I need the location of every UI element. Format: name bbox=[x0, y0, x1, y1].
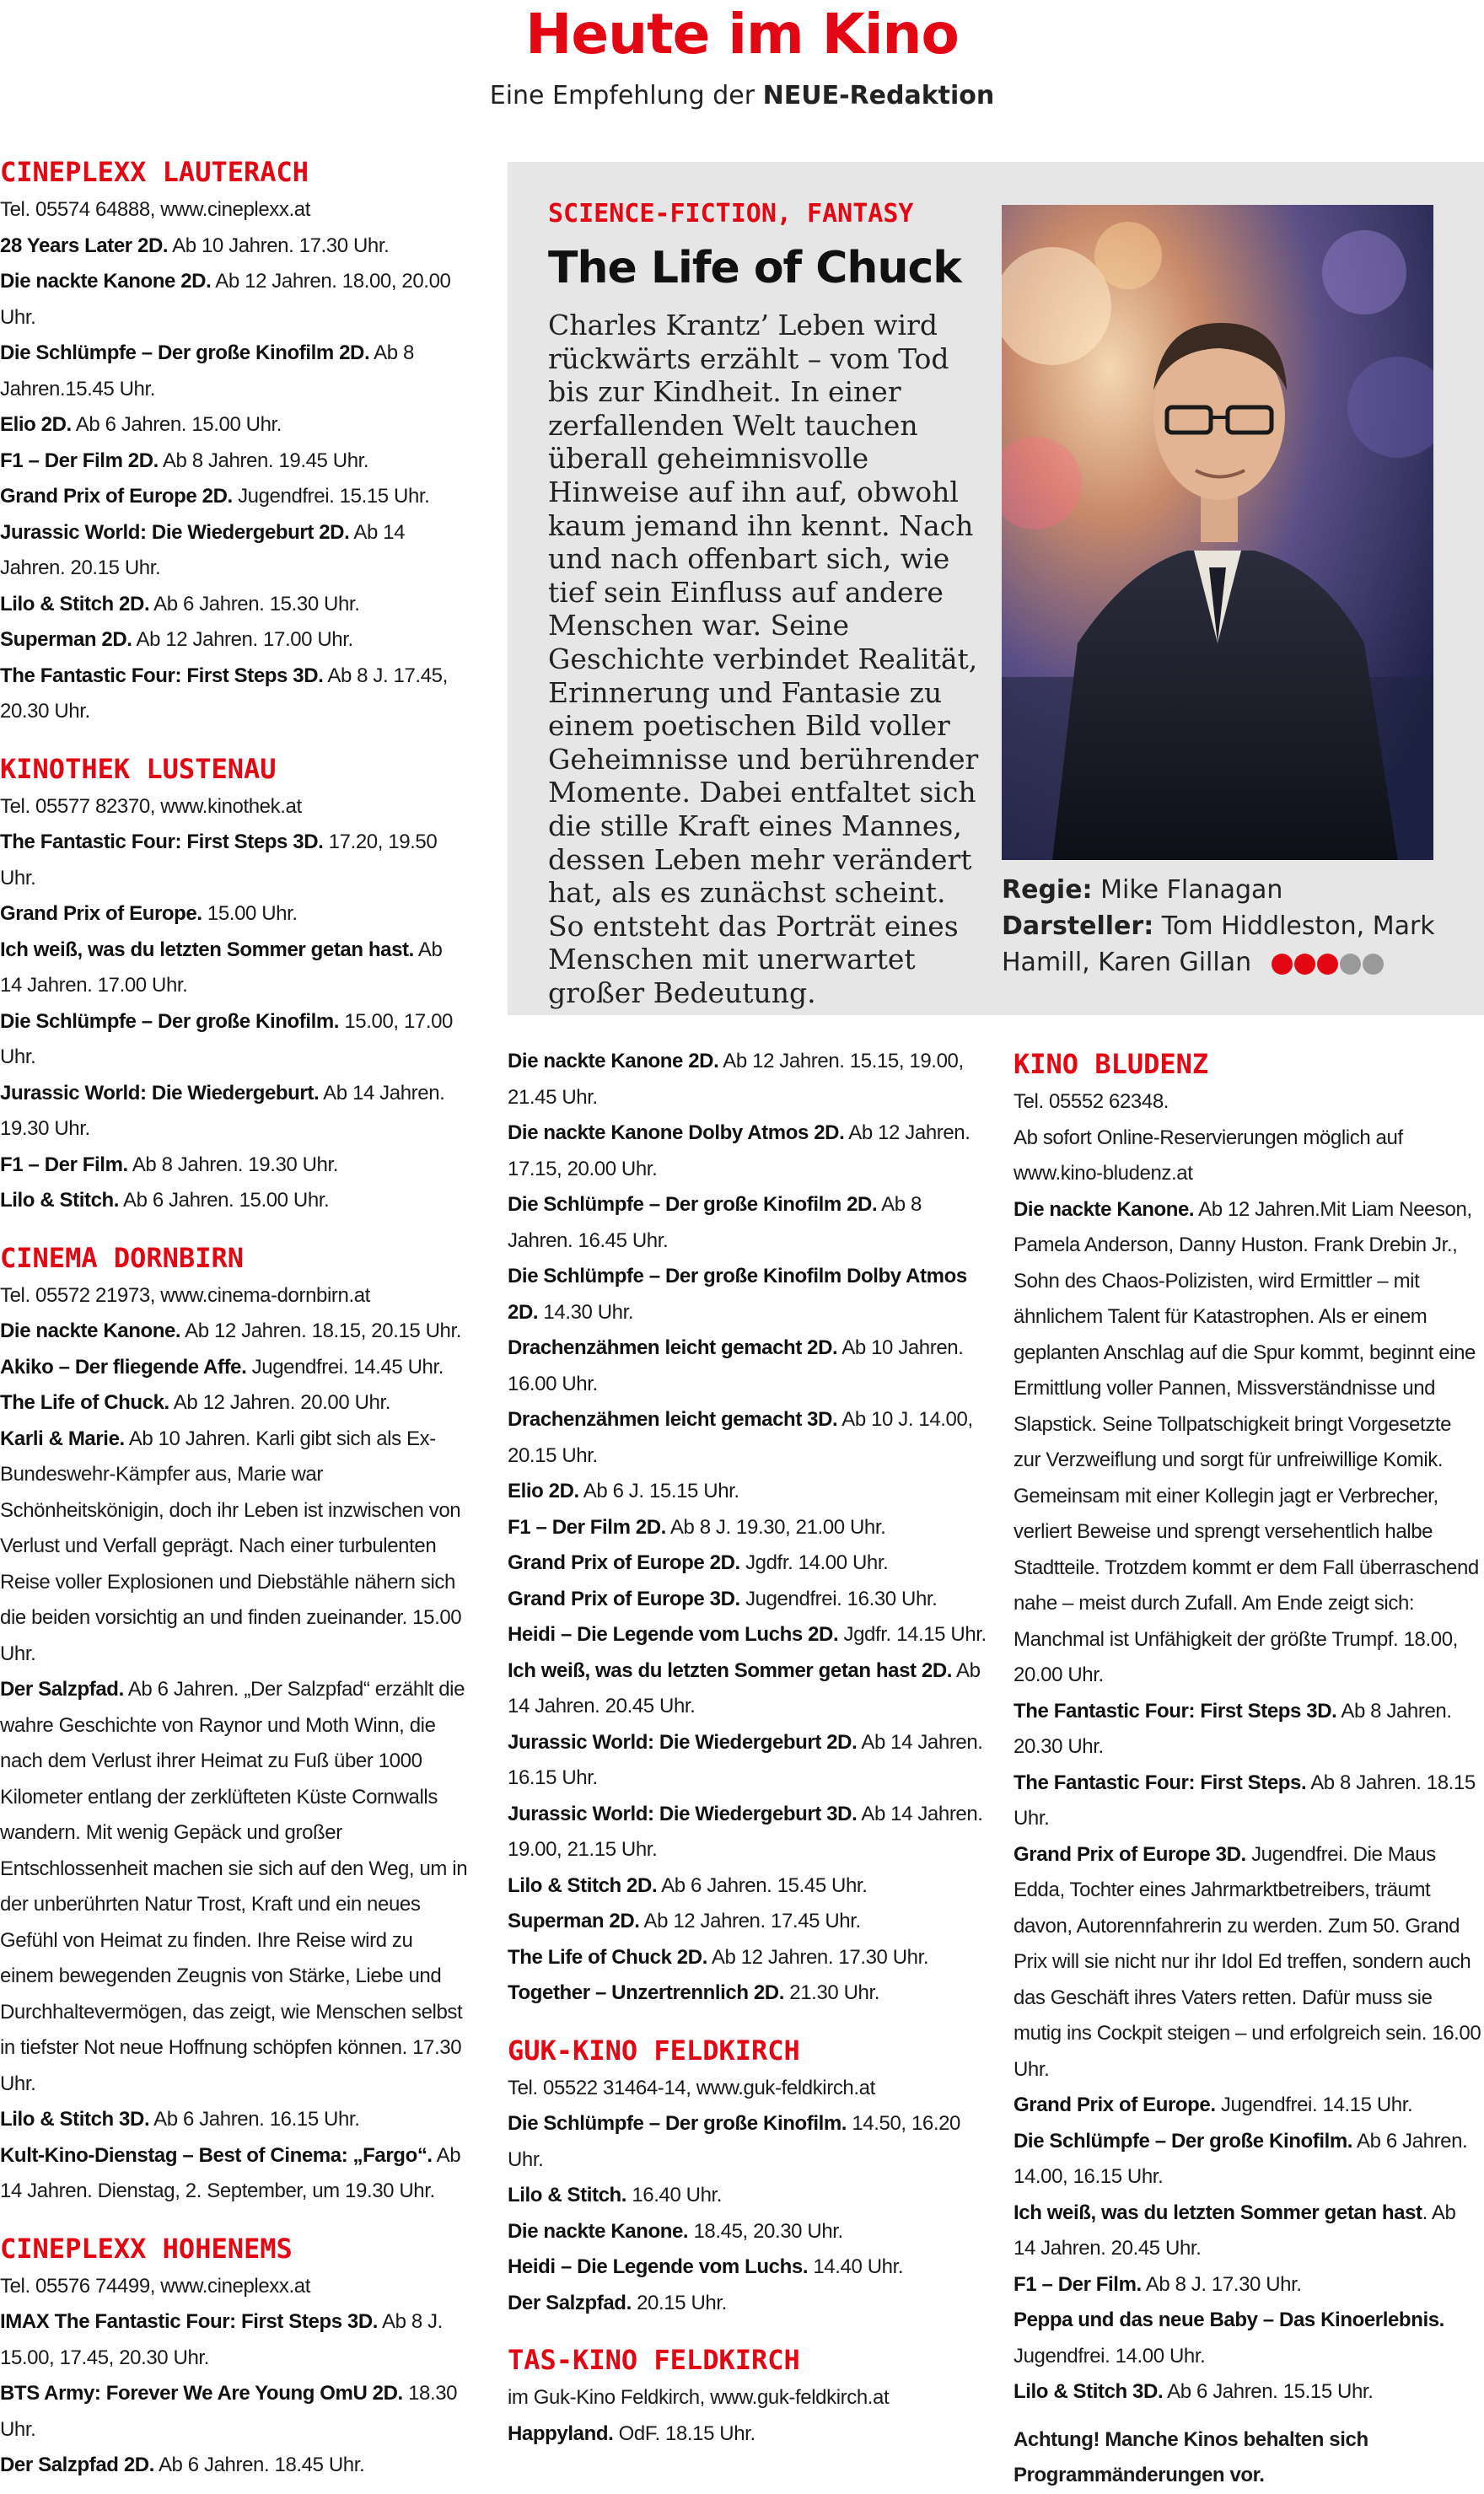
film-listing bbox=[1014, 2267, 1481, 2303]
film-title: Ich weiß, was du letzten Sommer getan hast 2D. bbox=[508, 1658, 953, 1682]
film-title: Die Schlümpfe – Der große Kinofilm. bbox=[508, 2112, 847, 2135]
film-title: Der Salzpfad. bbox=[0, 1678, 124, 1701]
film-listing bbox=[508, 1115, 988, 1187]
cinema-info: im Guk-Kino Feldkirch, www.guk-feldkirch.at bbox=[508, 2386, 890, 2409]
rating-dots bbox=[1272, 945, 1385, 981]
film-details: Ab 10 Jahren. Karli gibt sich als Ex-Bundeswehr-Kämpfer aus, Marie war Schönheitskönigin, doch ihr Leben ist inzwischen von Verlust und Verfall geprägt. Nach einer turbulenten Reise voller Explosionen und Diebstähle nähern sich die beiden vorsichtig an und finden zueinander. 15.00 Uhr. bbox=[0, 1427, 462, 1665]
film-listing bbox=[0, 1004, 468, 1076]
film-listing bbox=[0, 479, 468, 515]
film-listing bbox=[508, 1187, 988, 1259]
film-listing bbox=[0, 1148, 468, 1184]
cast-names: Tom Hiddleston, Mark Hamill, Karen Gillan bbox=[1002, 911, 1435, 977]
film-listing bbox=[0, 1672, 468, 2102]
film-title: Jurassic World: Die Wiedergeburt 2D. bbox=[508, 1730, 858, 1754]
film-title: Elio 2D. bbox=[508, 1480, 579, 1502]
cinema-info: Tel. 05572 21973, www.cinema-dornbirn.at bbox=[0, 1283, 370, 1307]
film-details: Jugendfrei. 14.45 Uhr. bbox=[246, 1355, 444, 1379]
film-listing bbox=[0, 443, 468, 480]
film-title: Grand Prix of Europe. bbox=[0, 902, 202, 925]
film-title: Jurassic World: Die Wiedergeburt 2D. bbox=[0, 520, 350, 544]
film-title: Die Schlümpfe – Der große Kinofilm Dolby Atmos 2D. bbox=[508, 1265, 967, 1324]
film-details: Ab 14 Jahren. Dienstag, 2. September, um 19.30 Uhr. bbox=[0, 2143, 461, 2202]
film-listing bbox=[508, 1904, 988, 1940]
film-details: Jugendfrei. 14.00 Uhr. bbox=[1014, 2344, 1206, 2368]
film-listing bbox=[0, 2138, 468, 2210]
film-title: Die nackte Kanone Dolby Atmos 2D. bbox=[508, 1121, 845, 1144]
film-listing bbox=[1014, 2303, 1481, 2374]
listing-column-right bbox=[1014, 1044, 1481, 2494]
film-title: Jurassic World: Die Wiedergeburt 3D. bbox=[508, 1802, 858, 1825]
film-details: Ab 8 J. 17.45, 20.30 Uhr. bbox=[0, 664, 448, 723]
film-listing bbox=[1014, 1192, 1481, 1694]
film-details: Ab 6 Jahren. 16.15 Uhr. bbox=[149, 2108, 360, 2131]
film-details: Ab 10 J. 14.00, 20.15 Uhr. bbox=[508, 1408, 973, 1467]
film-details: Ab 8 Jahren. 19.45 Uhr. bbox=[158, 449, 369, 472]
film-listing bbox=[508, 2178, 988, 2214]
film-details: 14.40 Uhr. bbox=[808, 2255, 904, 2278]
listing-column-middle bbox=[508, 1044, 988, 2452]
film-details: Ab 14 Jahren. 20.45 Uhr. bbox=[508, 1658, 981, 1717]
film-listing bbox=[508, 1975, 988, 2012]
feature-genre: SCIENCE-FICTION, FANTASY bbox=[548, 199, 914, 228]
film-listing bbox=[1014, 1766, 1481, 1837]
feature-photo bbox=[1002, 205, 1433, 860]
film-details: Jugendfrei. Die Maus Edda, Tochter eines Jahrmarktbetreibers, träumt davon, Autorennfahrerin zu werden. Zum 50. Grand Prix will sie nicht nur ihr Idol Ed treffen, sondern auch das Geschäft ihres Vaters retten. Dafür muss sie mutig ins Cockpit steigen – und erfolgreich sein. 16.00 Uhr. bbox=[1014, 1842, 1481, 2081]
film-details: Ab 14 Jahren. 16.15 Uhr. bbox=[508, 1730, 983, 1789]
film-details: Ab 8 Jahren. 18.15 Uhr. bbox=[1014, 1771, 1476, 1830]
cinema-info: Tel. 05576 74499, www.cineplexx.at bbox=[0, 2274, 310, 2298]
film-listing bbox=[508, 2214, 988, 2250]
film-details: 16.40 Uhr. bbox=[626, 2184, 723, 2206]
rating-dot-empty bbox=[1363, 954, 1384, 975]
film-details: 15.00 Uhr. bbox=[202, 902, 298, 925]
film-title: Der Salzpfad 2D. bbox=[0, 2454, 154, 2476]
film-listing bbox=[1014, 2374, 1481, 2411]
film-title: Grand Prix of Europe 2D. bbox=[0, 485, 233, 508]
rating-dot-filled bbox=[1272, 954, 1293, 975]
film-title: Heidi – Die Legende vom Luchs 2D. bbox=[508, 1623, 839, 1646]
rating-dot-filled bbox=[1317, 954, 1338, 975]
film-details: Ab 8 J. 19.30, 21.00 Uhr. bbox=[665, 1515, 886, 1539]
film-listing bbox=[508, 1474, 988, 1510]
film-title: F1 – Der Film. bbox=[0, 1153, 128, 1176]
cinema-info: Tel. 05574 64888, www.cineplexx.at bbox=[0, 198, 310, 221]
film-details: Ab 12 Jahren.Mit Liam Neeson, Pamela Anderson, Danny Huston. Frank Drebin Jr., Sohn des Chaos-Polizisten, wird Ermittler – mit ähnlichem Talent für Katastrophen. Als er einem geplanten Anschlag auf die Spur kommt, beginnt eine Ermittlung voller Pannen, Missverständnisse und Slapstick. Seine Tollpatschigkeit bringt Vorgesetzte zur Verzweiflung und sorgt für unfreiwillige Komik. Gemeinsam mit einer Kollegin jagt er Verbrecher, verliert Beweise und sprengt versehentlich halbe Stadtteile. Trotzdem kommt er dem Fall überraschend nahe – meist durch Zufall. Am Ende zeigt sich: Manchmal ist Unfähigkeit der größte Trumpf. 18.00, 20.00 Uhr. bbox=[1014, 1197, 1479, 1686]
film-title: Die nackte Kanone 2D. bbox=[508, 1050, 719, 1072]
film-details: Ab 14 Jahren. 20.15 Uhr. bbox=[0, 520, 406, 579]
cinema-name: TAS-KINO FELDKIRCH bbox=[508, 2344, 800, 2376]
film-title: Die nackte Kanone. bbox=[0, 1320, 181, 1342]
film-details: Ab 14 Jahren. 17.00 Uhr. bbox=[0, 938, 443, 997]
page-subtitle bbox=[0, 81, 1484, 110]
film-title: The Fantastic Four: First Steps. bbox=[1014, 1771, 1307, 1794]
film-listing bbox=[508, 1259, 988, 1330]
film-title: Grand Prix of Europe 3D. bbox=[1014, 1842, 1246, 1866]
film-listing bbox=[508, 1044, 988, 1115]
film-details: Ab 14 Jahren. 19.00, 21.15 Uhr. bbox=[508, 1802, 983, 1861]
film-listing bbox=[0, 1183, 468, 1219]
film-listing bbox=[508, 2249, 988, 2286]
cinema-info: Tel. 05522 31464-14, www.guk-feldkirch.at bbox=[508, 2076, 875, 2099]
film-details: Ab 8 Jahren. 20.30 Uhr. bbox=[1014, 1699, 1452, 1758]
listing-column-left bbox=[0, 152, 468, 2484]
film-details: 18.45, 20.30 Uhr. bbox=[688, 2219, 843, 2243]
film-details: Ab 14 Jahren. 19.30 Uhr. bbox=[0, 1081, 445, 1140]
film-listing bbox=[0, 228, 468, 265]
film-listing bbox=[508, 1653, 988, 1725]
cinema-name: CINEMA DORNBIRN bbox=[0, 1241, 244, 1274]
cinema-info: Ab sofort Online-Reservierungen möglich auf www.kino-bludenz.at bbox=[1014, 1126, 1403, 1185]
film-details: Ab 6 Jahren. 15.15 Uhr. bbox=[1163, 2380, 1374, 2403]
film-details: Ab 10 Jahren. 17.30 Uhr. bbox=[168, 234, 390, 257]
film-details: OdF. 18.15 Uhr. bbox=[613, 2421, 755, 2445]
film-listing bbox=[0, 1385, 468, 1422]
film-listing bbox=[0, 1076, 468, 1148]
film-details: Ab 12 Jahren. 18.00, 20.00 Uhr. bbox=[0, 270, 451, 329]
film-details: Ab 6 Jahren. 14.00, 16.15 Uhr. bbox=[1014, 2129, 1468, 2188]
film-listing bbox=[508, 2286, 988, 2322]
director-name: Mike Flanagan bbox=[1100, 875, 1283, 905]
page-title: Heute im Kino bbox=[525, 2, 959, 67]
film-details: Ab 12 Jahren. 17.30 Uhr. bbox=[707, 1945, 929, 1969]
film-listing bbox=[508, 1725, 988, 1797]
film-title: Drachenzähmen leicht gemacht 2D. bbox=[508, 1336, 838, 1359]
film-listing bbox=[0, 896, 468, 933]
film-details: Ab 8 Jahren.15.45 Uhr. bbox=[0, 341, 414, 400]
director-line bbox=[1002, 872, 1457, 908]
film-details: Ab 8 J. 17.30 Uhr. bbox=[1141, 2272, 1302, 2296]
film-listing bbox=[1014, 1694, 1481, 1766]
film-details: Ab 12 Jahren. 17.45 Uhr. bbox=[639, 1910, 861, 1932]
film-title: BTS Army: Forever We Are Young OmU 2D. bbox=[0, 2382, 403, 2405]
film-listing bbox=[0, 1350, 468, 1386]
film-title: The Fantastic Four: First Steps 3D. bbox=[0, 830, 324, 853]
program-change-notice: Achtung! Manche Kinos behalten sich Programmänderungen vor. bbox=[1014, 2427, 1368, 2486]
film-title: Die nackte Kanone 2D. bbox=[0, 270, 212, 293]
film-title: IMAX The Fantastic Four: First Steps 3D. bbox=[0, 2310, 379, 2333]
film-details: Ab 6 J. 15.15 Uhr. bbox=[578, 1480, 739, 1502]
cinema-name: GUK-KINO FELDKIRCH bbox=[508, 2034, 800, 2067]
film-listing bbox=[0, 622, 468, 658]
film-details: Jugendfrei. 15.15 Uhr. bbox=[232, 485, 430, 508]
cinema-info: Tel. 05577 82370, www.kinothek.at bbox=[0, 794, 302, 818]
rating-dot-empty bbox=[1340, 954, 1361, 975]
film-listing bbox=[508, 1545, 988, 1582]
feature-description: Charles Krantz’ Leben wird rückwärts erzählt – vom Tod bis zur Kindheit. In einer zerfallenden Welt tauchen überall geheimnisvolle Hinweise auf ihn auf, obwohl kaum jemand ihn kennt. Nach und nach offenbart sich, wie tief sein Einfluss auf andere Menschen war. Seine Geschichte verbindet Realität, Erinnerung und Fantasie zu einem poetischen Bild voller Geheimnisse und berührender Momente. Dabei entfaltet sich die stille Kraft eines Mannes, dessen Leben mehr verändert hat, als es zunächst scheint. So entsteht das Porträt eines Menschen mit unerwartet großer Bedeutung. bbox=[548, 309, 979, 1009]
subtitle-prefix: Eine Empfehlung der bbox=[489, 81, 763, 110]
film-title: Die Schlümpfe – Der große Kinofilm. bbox=[1014, 2129, 1353, 2153]
film-details: 18.30 Uhr. bbox=[0, 2382, 458, 2441]
film-title: Superman 2D. bbox=[0, 628, 132, 651]
film-details: Ab 12 Jahren. 15.15, 19.00, 21.45 Uhr. bbox=[508, 1050, 964, 1109]
film-title: Akiko – Der fliegende Affe. bbox=[0, 1355, 247, 1379]
film-details: Ab 6 Jahren. 15.45 Uhr. bbox=[657, 1873, 868, 1897]
film-title: Lilo & Stitch 2D. bbox=[0, 592, 150, 615]
film-title: Grand Prix of Europe. bbox=[1014, 2094, 1216, 2116]
film-title: Lilo & Stitch. bbox=[0, 1189, 120, 1212]
film-details: Ab 6 Jahren. 15.30 Uhr. bbox=[149, 592, 360, 615]
cinema-name: CINEPLEXX LAUTERACH bbox=[0, 156, 309, 188]
film-details: Ab 12 Jahren. 18.15, 20.15 Uhr. bbox=[180, 1320, 461, 1342]
cinema-info: Tel. 05552 62348. bbox=[1014, 1090, 1169, 1113]
film-title: 28 Years Later 2D. bbox=[0, 234, 169, 257]
film-details: Ab 10 Jahren. 16.00 Uhr. bbox=[508, 1336, 964, 1395]
subtitle-editorial: NEUE-Redaktion bbox=[762, 81, 995, 110]
film-listing bbox=[0, 825, 468, 896]
film-title: Der Salzpfad. bbox=[508, 2291, 632, 2314]
film-listing bbox=[1014, 2124, 1481, 2196]
film-listing bbox=[508, 1582, 988, 1618]
film-details: 21.30 Uhr. bbox=[784, 1981, 880, 2004]
film-listing bbox=[508, 1617, 988, 1653]
cast-line bbox=[1002, 908, 1457, 981]
film-listing bbox=[508, 1510, 988, 1546]
film-details: Ab 12 Jahren. 17.15, 20.00 Uhr. bbox=[508, 1121, 971, 1180]
film-details: . Ab 14 Jahren. 20.45 Uhr. bbox=[1014, 2201, 1456, 2260]
movie-still-image bbox=[1002, 205, 1433, 860]
film-title: The Fantastic Four: First Steps 3D. bbox=[1014, 1699, 1337, 1723]
film-title: Drachenzähmen leicht gemacht 3D. bbox=[508, 1408, 838, 1431]
film-listing bbox=[0, 2448, 468, 2484]
film-listing bbox=[0, 933, 468, 1004]
film-listing bbox=[0, 407, 468, 443]
cinema-name: CINEPLEXX HOHENEMS bbox=[0, 2232, 293, 2265]
cinema-name: KINOTHEK LUSTENAU bbox=[0, 752, 277, 785]
film-listing bbox=[0, 2376, 468, 2448]
film-details: Ab 8 Jahren. 19.30 Uhr. bbox=[127, 1153, 339, 1176]
rating-dot-filled bbox=[1294, 954, 1315, 975]
film-title: Jurassic World: Die Wiedergeburt. bbox=[0, 1081, 320, 1105]
film-title: Ich weiß, was du letzten Sommer getan hast bbox=[1014, 2201, 1422, 2224]
film-listing bbox=[508, 1797, 988, 1868]
film-title: The Fantastic Four: First Steps 3D. bbox=[0, 664, 324, 687]
film-listing bbox=[0, 658, 468, 730]
feature-credits bbox=[1002, 872, 1457, 981]
film-title: Die Schlümpfe – Der große Kinofilm. bbox=[0, 1009, 340, 1033]
film-title: Happyland. bbox=[508, 2421, 614, 2445]
film-details: Jgdfr. 14.00 Uhr. bbox=[739, 1551, 889, 1574]
film-listing bbox=[508, 1402, 988, 1474]
film-listing bbox=[508, 2416, 988, 2453]
film-listing bbox=[0, 587, 468, 623]
film-details: Ab 12 Jahren. 20.00 Uhr. bbox=[169, 1391, 391, 1414]
film-title: Die Schlümpfe – Der große Kinofilm 2D. bbox=[0, 341, 370, 364]
film-listing bbox=[0, 1422, 468, 1673]
film-details: 17.20, 19.50 Uhr. bbox=[0, 830, 438, 890]
film-details: 20.15 Uhr. bbox=[631, 2291, 727, 2314]
film-listing bbox=[0, 264, 468, 336]
film-listing bbox=[508, 2106, 988, 2178]
film-details: Jugendfrei. 16.30 Uhr. bbox=[739, 1587, 938, 1610]
film-title: Lilo & Stitch 2D. bbox=[508, 1873, 658, 1897]
film-title: Karli & Marie. bbox=[0, 1427, 125, 1450]
film-title: Die nackte Kanone. bbox=[508, 2219, 689, 2243]
film-details: Jugendfrei. 14.15 Uhr. bbox=[1215, 2094, 1413, 2116]
film-title: Lilo & Stitch 3D. bbox=[0, 2108, 150, 2131]
film-title: Lilo & Stitch 3D. bbox=[1014, 2380, 1164, 2403]
film-title: Heidi – Die Legende vom Luchs. bbox=[508, 2255, 809, 2278]
film-details: Ab 6 Jahren. 15.00 Uhr. bbox=[71, 413, 282, 436]
cinema-name: KINO BLUDENZ bbox=[1014, 1048, 1209, 1080]
film-details: Ab 8 Jahren. 16.45 Uhr. bbox=[508, 1193, 922, 1252]
feature-title: The Life of Chuck bbox=[548, 243, 961, 293]
film-details: Ab 6 Jahren. 15.00 Uhr. bbox=[119, 1189, 330, 1212]
film-title: Together – Unzertrennlich 2D. bbox=[508, 1981, 785, 2004]
film-title: Die nackte Kanone. bbox=[1014, 1197, 1195, 1221]
film-details: Jgdfr. 14.15 Uhr. bbox=[838, 1623, 987, 1646]
film-listing bbox=[0, 515, 468, 587]
film-title: Elio 2D. bbox=[0, 413, 72, 436]
film-title: Kult-Kino-Dienstag – Best of Cinema: „Fargo“. bbox=[0, 2143, 433, 2167]
film-listing bbox=[508, 1868, 988, 1905]
film-title: Grand Prix of Europe 3D. bbox=[508, 1587, 740, 1610]
film-listing bbox=[0, 2102, 468, 2138]
film-listing bbox=[1014, 2088, 1481, 2124]
film-listing bbox=[1014, 1837, 1481, 2088]
film-title: Lilo & Stitch. bbox=[508, 2184, 627, 2206]
film-listing bbox=[508, 1330, 988, 1402]
film-details: Ab 6 Jahren. „Der Salzpfad“ erzählt die wahre Geschichte von Raynor und Moth Winn, die nach dem Verlust ihrer Heimat zu Fuß über 1000 Kilometer entlang der zerklüfteten Küste Cornwalls wandern. Mit wenig Gepäck und großer Entschlossenheit machen sie sich auf den Weg, um in der unberührten Natur Trost, Kraft und ein neues Gefühl von Heimat zu finden. Ihre Reise wird zu einem bewegenden Zeugnis von Stärke, Liebe und Durchhaltevermögen, das zeigt, wie Menschen selbst in tiefster Not neue Hoffnung schöpfen können. 17.30 Uhr. bbox=[0, 1678, 468, 2095]
film-title: The Life of Chuck 2D. bbox=[508, 1945, 707, 1969]
film-listing bbox=[0, 336, 468, 407]
film-title: Superman 2D. bbox=[508, 1910, 640, 1932]
film-details: 14.30 Uhr. bbox=[538, 1300, 634, 1324]
film-details: 14.50, 16.20 Uhr. bbox=[508, 2112, 960, 2171]
film-details: Ab 12 Jahren. 17.00 Uhr. bbox=[132, 628, 353, 651]
film-details: Ab 8 J. 15.00, 17.45, 20.30 Uhr. bbox=[0, 2310, 443, 2369]
film-listing bbox=[0, 2304, 468, 2376]
cast-label: Darsteller: bbox=[1002, 911, 1154, 941]
film-title: Grand Prix of Europe 2D. bbox=[508, 1551, 740, 1574]
film-title: Ich weiß, was du letzten Sommer getan hast. bbox=[0, 938, 414, 961]
film-title: F1 – Der Film 2D. bbox=[0, 449, 159, 472]
film-listing bbox=[508, 1940, 988, 1976]
film-listing bbox=[1014, 2196, 1481, 2267]
film-title: Die Schlümpfe – Der große Kinofilm 2D. bbox=[508, 1193, 878, 1216]
director-label: Regie: bbox=[1002, 875, 1093, 905]
film-details: 15.00, 17.00 Uhr. bbox=[0, 1009, 453, 1068]
film-title: The Life of Chuck. bbox=[0, 1391, 169, 1414]
film-title: F1 – Der Film. bbox=[1014, 2272, 1142, 2296]
film-details: Ab 6 Jahren. 18.45 Uhr. bbox=[154, 2454, 365, 2476]
film-title: F1 – Der Film 2D. bbox=[508, 1515, 666, 1539]
film-title: Peppa und das neue Baby – Das Kinoerlebnis. bbox=[1014, 2309, 1444, 2331]
film-listing bbox=[0, 1314, 468, 1350]
